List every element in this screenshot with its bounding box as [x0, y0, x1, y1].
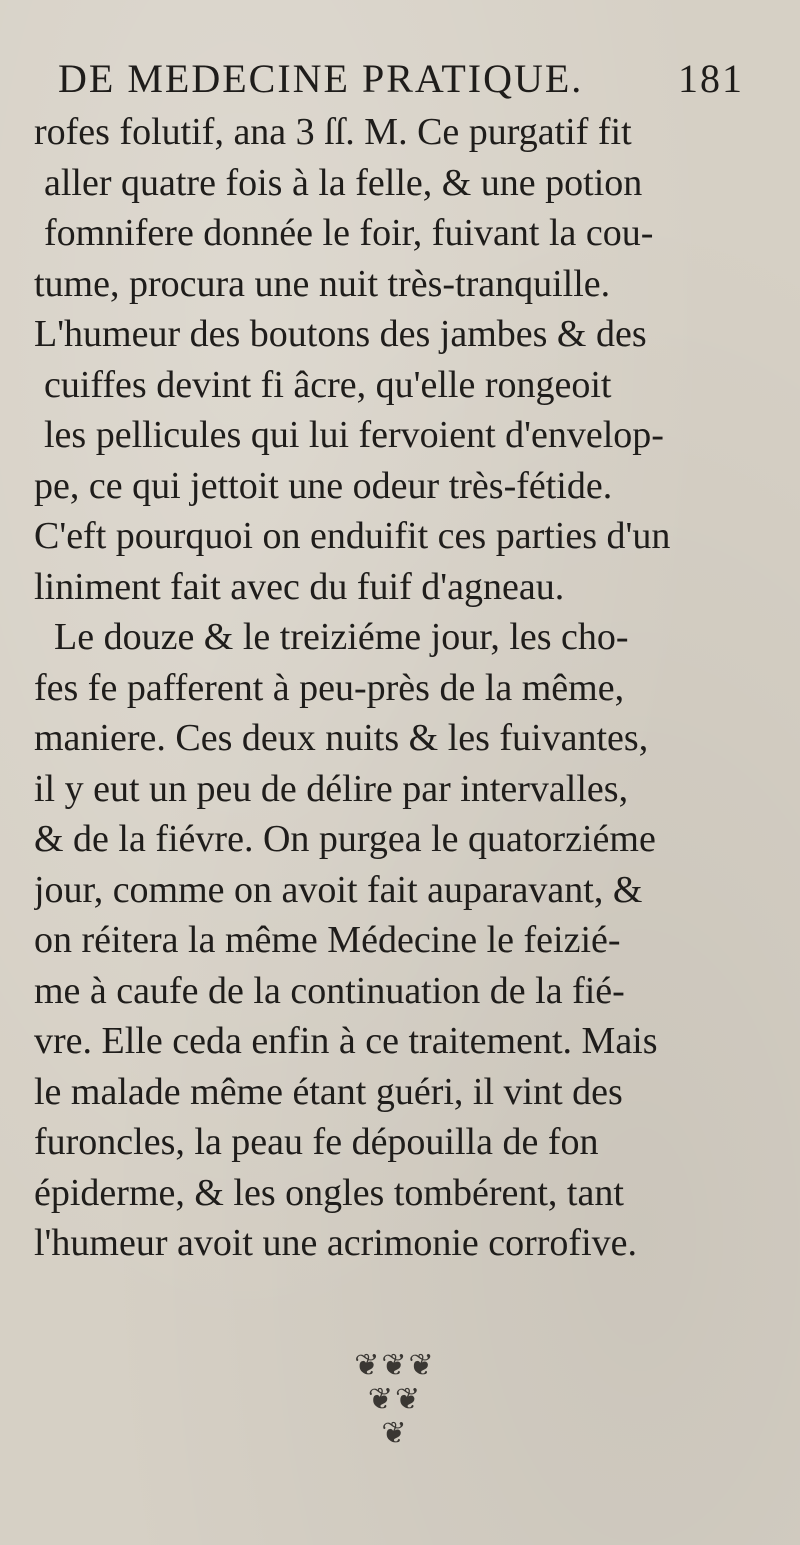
running-head [58, 55, 744, 111]
text-line: l'humeur avoit une acrimonie corrofive. [34, 1222, 638, 1264]
text-line: C'eft pourquoi on enduifit ces parties d'un [34, 515, 671, 557]
text-line: il y eut un peu de délire par intervalles, [34, 767, 629, 810]
ornament-row: ❦❦❦ [354, 1347, 436, 1383]
text-line: & de la fiévre. On purgea le quatorziéme [34, 818, 656, 860]
text-line: fes fe pafferent à peu-près de la même, [34, 666, 625, 709]
text-line: tume, procura une nuit très-tranquille. [34, 262, 611, 305]
text-line: cuiffes devint fi âcre, qu'elle rongeoit [44, 363, 612, 406]
page-number: 181 [678, 56, 744, 101]
text-line: me à caufe de la continuation de la fié- [34, 969, 625, 1012]
ornament-row: ❦❦ [367, 1381, 423, 1417]
text-line: jour, comme on avoit fait auparavant, & [34, 868, 643, 911]
text-line: fomnifere donnée le foir, fuivant la cou- [44, 212, 654, 254]
body-text [34, 107, 756, 1269]
text-line: aller quatre fois à la felle, & une potion [44, 161, 643, 204]
text-line: L'humeur des boutons des jambes & des [34, 313, 647, 355]
ornament-row: ❦ [381, 1415, 409, 1451]
text-line: rofes folutif, ana 3 ſſ. M. Ce purgatif fit [34, 111, 632, 153]
text-line: maniere. Ces deux nuits & les fuivantes, [34, 717, 649, 759]
text-line: liniment fait avec du fuif d'agneau. [34, 565, 565, 608]
text-line: les pellicules qui lui fervoient d'envelop- [44, 414, 664, 456]
text-line: pe, ce qui jettoit une odeur très-fétide. [34, 464, 613, 507]
text-line: vre. Elle ceda enfin à ce traitement. Mais [34, 1020, 658, 1062]
running-head-title: DE MEDECINE PRATIQUE. [58, 56, 584, 101]
text-line: Le douze & le treiziéme jour, les cho- [54, 616, 629, 658]
text-line: épiderme, & les ongles tombérent, tant [34, 1171, 624, 1214]
text-line: le malade même étant guéri, il vint des [34, 1070, 623, 1113]
fleuron-ornament-icon [34, 1349, 756, 1451]
text-line: on réitera la même Médecine le feizié- [34, 919, 621, 961]
text-line: furoncles, la peau fe dépouilla de fon [34, 1121, 599, 1163]
